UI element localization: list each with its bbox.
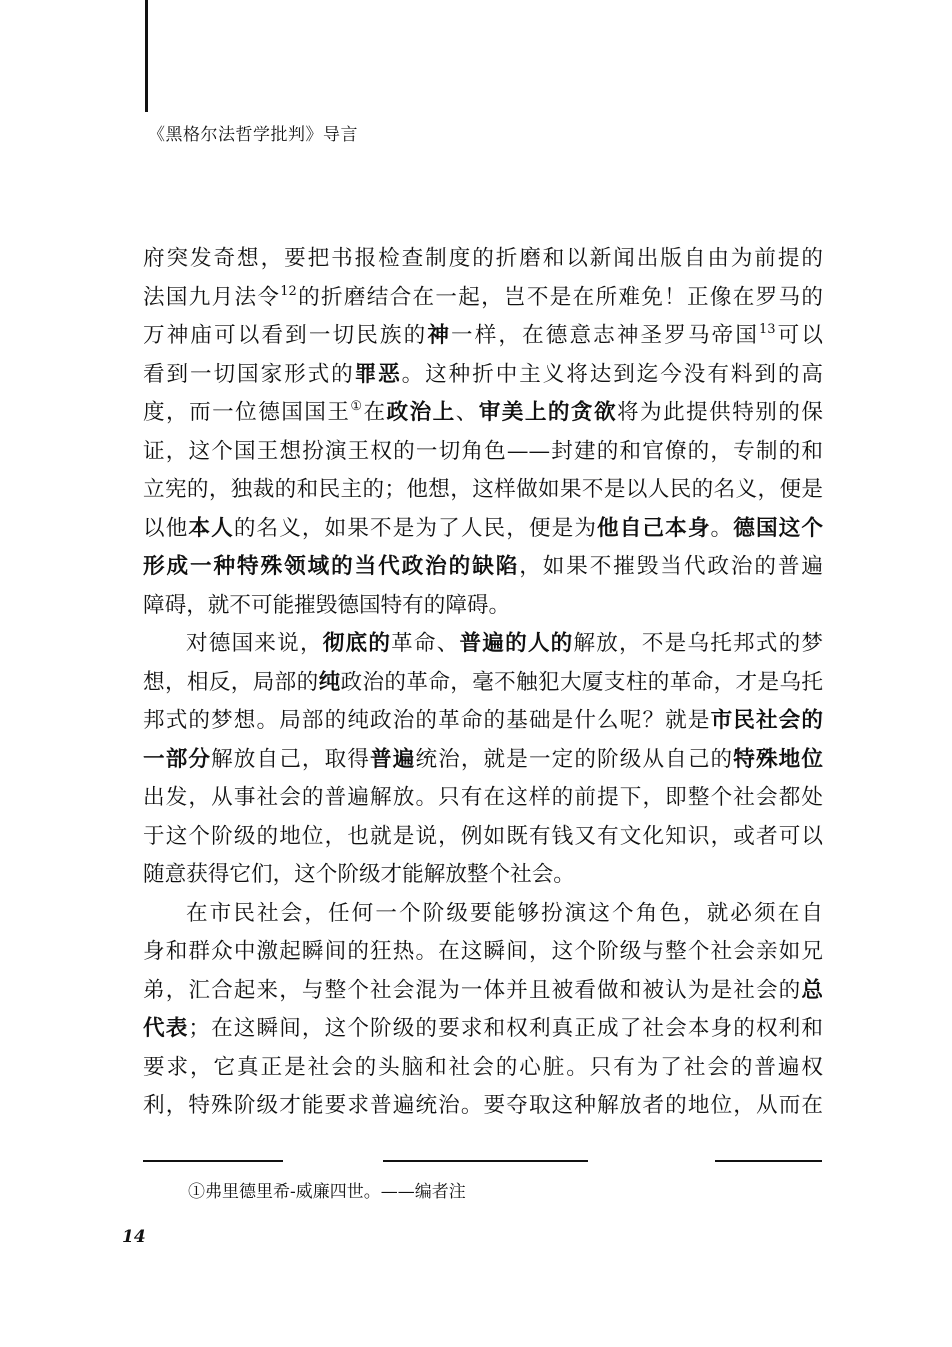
text-line: 立宪的，独裁的和民主的；他想，这样做如果不是以人民的名义，便是 xyxy=(143,477,823,502)
text-line: 障碍，就不可能摧毁德国特有的障碍。 xyxy=(143,592,511,618)
bold-run: 纯 xyxy=(318,669,341,695)
text-line: 利，特殊阶级才能要求普遍统治。要夺取这种解放者的地位，从而在 xyxy=(143,1093,823,1118)
body-text xyxy=(143,240,823,1126)
text-line: 于这个阶级的地位，也就是说，例如既有钱又有文化知识，或者可以 xyxy=(143,823,823,849)
bold-run: 本人 xyxy=(188,515,234,541)
footnote-separator xyxy=(383,1160,588,1162)
bold-run: 总 xyxy=(801,977,823,1003)
text-line: 万神庙可以看到一切民族的神一样，在德意志神圣罗马帝国$^{13}$可以 xyxy=(143,322,823,348)
margin-rule xyxy=(145,0,148,112)
bold-run: 一部分 xyxy=(143,746,212,772)
text-line: 府突发奇想，要把书报检查制度的折磨和以新闻出版自由为前提的 xyxy=(143,246,823,271)
text-line: 随意获得它们，这个阶级才能解放整个社会。 xyxy=(143,862,575,887)
text-line: 出发，从事社会的普遍解放。只有在这样的前提下，即整个社会都处 xyxy=(143,785,823,810)
text-line: 以他本人的名义，如果不是为了人民，便是为他自己本身。德国这个 xyxy=(143,515,823,541)
bold-run: 普遍 xyxy=(370,746,416,772)
text-line: 想，相反，局部的纯政治的革命，毫不触犯大厦支柱的革命，才是乌托 xyxy=(143,669,823,695)
text-line: 身和群众中激起瞬间的狂热。在这瞬间，这个阶级与整个社会亲如兄 xyxy=(143,939,823,964)
bold-run: 彻底的 xyxy=(322,631,392,656)
footnote-separator xyxy=(715,1160,822,1162)
running-header: 《黑格尔法哲学批判》导言 xyxy=(148,125,358,145)
text-line: 看到一切国家形式的罪恶。这种折中主义将达到迄今没有料到的高 xyxy=(143,361,823,387)
footnote-separator xyxy=(143,1160,283,1162)
bold-run: 他自己本身 xyxy=(597,515,711,541)
bold-run: 罪恶 xyxy=(354,361,402,387)
text-line: 弟，汇合起来，与整个社会混为一体并且被看做和被认为是社会的总 xyxy=(143,977,823,1003)
text-line: 代表；在这瞬间，这个阶级的要求和权利真正成了社会本身的权利和 xyxy=(143,1016,823,1041)
bold-run: 普遍的人的 xyxy=(459,631,574,656)
text-line: 度，而一位德国国王①在政治上、审美上的贪欲将为此提供特别的保 xyxy=(143,399,823,425)
text-line: 邦式的梦想。局部的纯政治的革命的基础是什么呢？就是市民社会的 xyxy=(143,708,823,733)
bold-run: 市民社会的 xyxy=(710,708,823,733)
note-reference: ① xyxy=(350,399,364,414)
bold-run: 审美上的贪欲 xyxy=(478,400,617,425)
note-reference: 12 xyxy=(280,283,297,299)
text-line: 在市民社会，任何一个阶级要能够扮演这个角色，就必须在自 xyxy=(186,900,823,926)
bold-run: 神 xyxy=(427,323,452,348)
page-number: 14 xyxy=(122,1227,146,1247)
bold-run: 德国这个 xyxy=(733,515,823,541)
text-line: 要求，它真正是社会的头脑和社会的心脏。只有为了社会的普遍权 xyxy=(143,1054,823,1080)
text-line: 对德国来说，彻底的革命、普遍的人的解放，不是乌托邦式的梦 xyxy=(186,631,823,656)
bold-run: 政治上 xyxy=(386,400,456,425)
bold-run: 形成一种特殊领域的当代政治的缺陷 xyxy=(143,554,520,579)
text-line: 形成一种特殊领域的当代政治的缺陷，如果不摧毁当代政治的普遍 xyxy=(143,554,823,579)
text-line: 证，这个国王想扮演王权的一切角色——封建的和官僚的，专制的和 xyxy=(143,438,823,464)
bold-run: 代表 xyxy=(143,1016,189,1041)
text-line: 一部分解放自己，取得普遍统治，就是一定的阶级从自己的特殊地位 xyxy=(143,746,823,772)
bold-run: 特殊地位 xyxy=(733,746,823,772)
footnote: ①弗里德里希-威廉四世。——编者注 xyxy=(188,1182,466,1202)
note-reference: 13 xyxy=(759,322,776,337)
text-line: 法国九月法令$^{12}$的折磨结合在一起，岂不是在所难免！正像在罗马的 xyxy=(143,283,823,310)
